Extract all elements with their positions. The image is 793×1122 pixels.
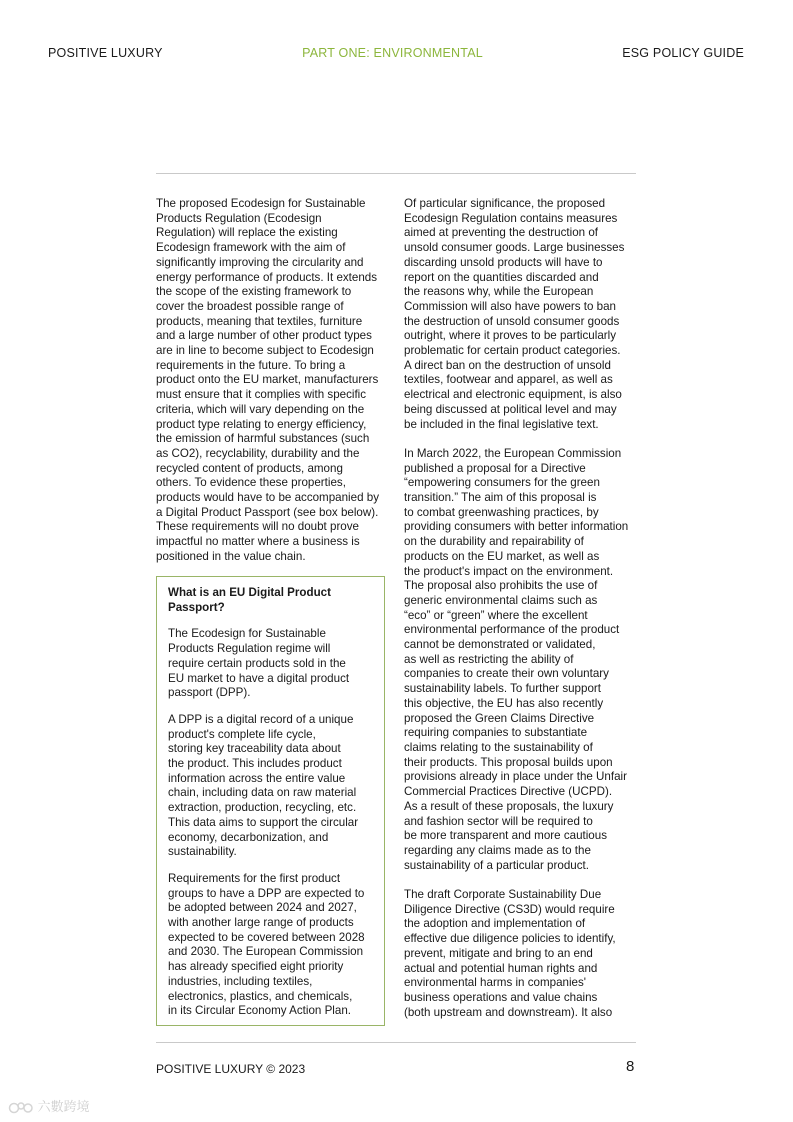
header-brand: POSITIVE LUXURY xyxy=(48,46,163,60)
right-column xyxy=(404,197,639,1035)
box-title: What is an EU Digital Product Passport? xyxy=(168,586,331,614)
footer-copyright: POSITIVE LUXURY © 2023 xyxy=(156,1062,306,1076)
right-paragraph: The draft Corporate Sustainability Due Diligence Directive (CS3D) would require the adoption and implementation of effective due diligence policies to identify, prevent, mitigate and bring to an end actual and potential human rights and environmental harms in companies' business operations and value chains (both upstream and downstream). It also xyxy=(404,888,616,1019)
left-column xyxy=(156,197,392,579)
left-paragraph: The proposed Ecodesign for Sustainable Products Regulation (Ecodesign Regulation) will replace the existing Ecodesign framework with the aim of significantly improving the circularity and energy performance of products. It extends the scope of the existing framework to cover the broadest possible range of products, meaning that textiles, furniture and a large number of other product types are in line to become subject to Ecodesign requirements in the future. To bring a product onto the EU market, manufacturers must ensure that it complies with specific criteria, which will vary depending on the product type relating to energy efficiency, the emission of harmful substances (such as CO2), recyclability, durability and the recycled content of products, among others. To evidence these properties, products would have to be accompanied by a Digital Product Passport (see box below). These requirements will no doubt prove impactful no matter where a business is positioned in the value chain. xyxy=(156,197,379,563)
digital-product-passport-box xyxy=(156,576,385,1026)
watermark-text: 六數跨境 xyxy=(37,1099,90,1114)
top-divider xyxy=(156,173,636,174)
box-paragraph: The Ecodesign for Sustainable Products Regulation regime will require certain products sold in the EU market to have a digital product passport (DPP). xyxy=(168,627,350,700)
right-paragraph: In March 2022, the European Commission published a proposal for a Directive “empowering consumers for the green transition.” The aim of this proposal is to combat greenwashing practices, by providing consumers with better information on the durability and repairability of products on the EU market, as well as the product's impact on the environment. The proposal also prohibits the use of generic environmental claims such as “eco” or “green” where the excellent environmental performance of the product cannot be demonstrated or validated, as well as restricting the ability of companies to create their own voluntary sustainability labels. To further support this objective, the EU has also recently proposed the Green Claims Directive requiring companies to substantiate claims relating to the sustainability of their products. This proposal builds upon provisions already in place under the Unfair Commercial Practices Directive (UCPD). As a result of these proposals, the luxury and fashion sector will be required to be more transparent and more cautious regarding any claims made as to the sustainability of a particular product. xyxy=(404,446,629,872)
header-document-title: ESG POLICY GUIDE xyxy=(622,46,744,60)
right-paragraph: Of particular significance, the proposed Ecodesign Regulation contains measures aimed at preventing the destruction of unsold consumer goods. Large businesses discarding unsold products will have to report on the quantities discarded and the reasons why, while the European Commission will also have powers to ban the destruction of unsold consumer goods outright, where it proves to be particularly problematic for certain product categories. A direct ban on the destruction of unsold textiles, footwear and apparel, as well as electrical and electronic equipment, is also being discussed at political level and may be included in the final legislative text. xyxy=(404,197,625,431)
bottom-divider xyxy=(156,1042,636,1043)
box-paragraph: A DPP is a digital record of a unique product's complete life cycle, storing key traceability data about the product. This includes product information across the entire value chain, including data on raw material extraction, production, recycling, etc. This data aims to support the circular economy, decarbonization, and sustainability. xyxy=(168,712,359,859)
watermark xyxy=(8,1096,90,1115)
header-section-title: PART ONE: ENVIRONMENTAL xyxy=(302,46,483,60)
page-number: 8 xyxy=(626,1058,635,1075)
box-paragraph: Requirements for the first product groups to have a DPP are expected to be adopted between 2024 and 2027, with another large range of products expected to be covered between 2028 and 2030. The European Commission has already specified eight priority industries, including textiles, electronics, plastics, and chemicals, in its Circular Economy Action Plan. xyxy=(168,871,365,1018)
watermark-logo-icon xyxy=(8,1101,34,1115)
